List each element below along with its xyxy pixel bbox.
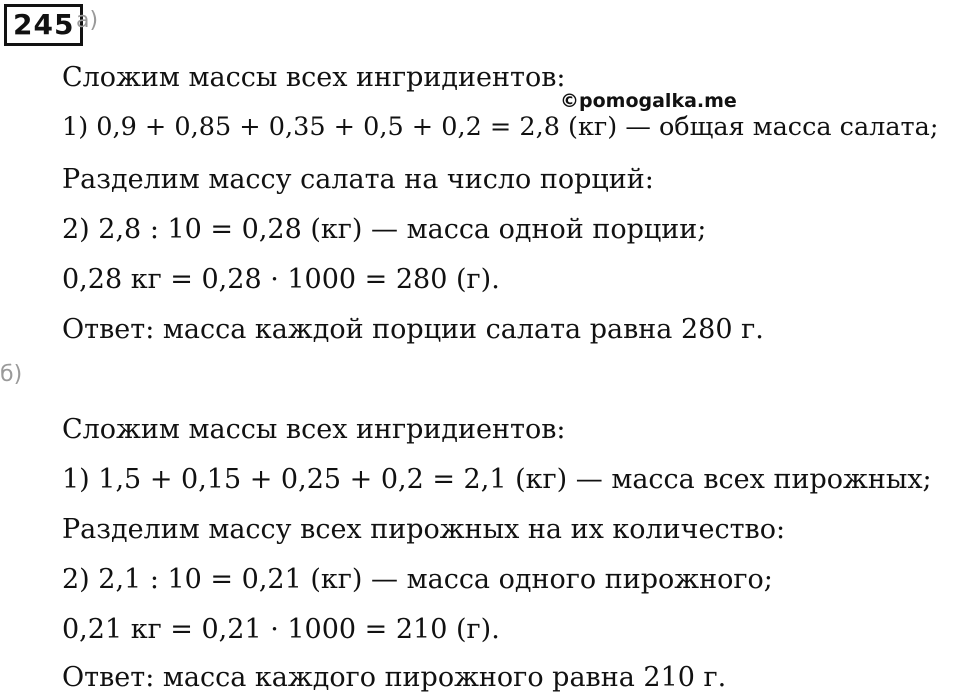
part-a-line-4: 2) 2,8 : 10 = 0,28 (кг) — масса одной порции;: [62, 214, 707, 245]
part-a-line-3: Разделим массу салата на число порций:: [62, 164, 654, 195]
part-b-line-1: Сложим массы всех ингридиентов:: [62, 414, 566, 445]
part-a-line-2: 1) 0,9 + 0,85 + 0,35 + 0,5 + 0,2 = 2,8 (кг) — общая масса салата;: [62, 112, 939, 142]
part-b-line-4: 2) 2,1 : 10 = 0,21 (кг) — масса одного пирожного;: [62, 564, 773, 595]
watermark: ©pomogalka.me: [560, 90, 737, 112]
part-a-line-6: Ответ: масса каждой порции салата равна 280 г.: [62, 314, 764, 345]
part-b-line-3: Разделим массу всех пирожных на их количество:: [62, 514, 786, 545]
part-b-label: б): [0, 362, 23, 387]
part-a-line-1: Сложим массы всех ингридиентов:: [62, 62, 566, 93]
problem-number: 245: [4, 4, 83, 46]
part-a-line-5: 0,28 кг = 0,28 · 1000 = 280 (г).: [62, 264, 500, 295]
part-b-line-6: Ответ: масса каждого пирожного равна 210 г.: [62, 662, 727, 693]
part-a-label: а): [76, 8, 99, 33]
part-b-line-5: 0,21 кг = 0,21 · 1000 = 210 (г).: [62, 614, 500, 645]
part-b-line-2: 1) 1,5 + 0,15 + 0,25 + 0,2 = 2,1 (кг) — масса всех пирожных;: [62, 464, 932, 495]
